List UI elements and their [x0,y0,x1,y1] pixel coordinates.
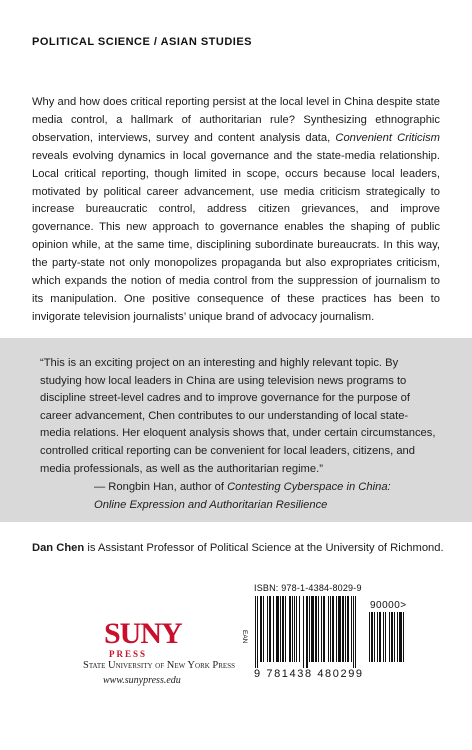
price-code: 90000> [370,600,407,611]
isbn-barcode [254,596,362,668]
book-summary [32,94,440,327]
attribution-prefix: — Rongbin Han, author of [94,481,228,493]
author-name: Dan Chen [32,542,85,554]
book-title: Convenient Criticism [335,131,440,144]
isbn-label: ISBN: 978-1-4384-8029-9 [254,583,362,593]
summary-text-part2: reveals evolving dynamics in local governance and the state-media relationship. Local critical reporting, though limited in scope, occurs because local leaders, motivated by political career advancement, use media criticism strategically to increase bureaucratic control, address citizen grievances, and improve governance. This new approach to governance enables the shaping of public opinion while, at the same time, disciplining subordinate bureaucrats. In this way, the party-state not only monopolizes propaganda but also expropriates criticism, which expands the notion of media control from the suppression of journalism to its manipulation. One positive consequence of these practices has been to invigorate television journalists’ unique brand of advocacy journalism. [32,149,440,323]
suny-press-logo [80,617,230,659]
attribution-book-line2: Online Expression and Authoritarian Resilience [94,498,328,511]
logo-press: PRESS [109,649,148,659]
barcode-digits: 9 781438 480299 [254,668,364,680]
author-bio-text: is Assistant Professor of Political Science at the University of Richmond. [84,542,444,554]
summary-text-part1: Why and how does critical reporting persist at the local level in China despite state media control, a hallmark of authoritarian rule? Synthesizing ethnographic observation, interviews, survey and content analysis data, [32,96,440,144]
publisher-name: State University of New York Press [83,660,235,671]
price-barcode [368,612,418,668]
ean-label: EAN [241,630,248,644]
endorsement-box [0,338,472,522]
endorsement-quote: “This is an exciting project on an interesting and highly relevant topic. By studying how local leaders in China are using television news programs to discipline street-level cadres and to improve governance for the purpose of career advancement, Chen contributes to our understanding of local state-media relations. Her eloquent analysis shows that, under certain circumstances, controlled critical reporting can be convenient for local leaders, citizens, and media professionals, as well as the authoritarian regime.” [40,357,436,475]
endorsement-attribution [94,479,454,514]
attribution-book-line1: Contesting Cyberspace in China: [227,481,391,493]
category-label: POLITICAL SCIENCE / ASIAN STUDIES [32,36,253,48]
publisher-url: www.sunypress.edu [103,675,181,686]
logo-suny: SUNY [104,617,182,650]
author-bio [32,542,452,554]
